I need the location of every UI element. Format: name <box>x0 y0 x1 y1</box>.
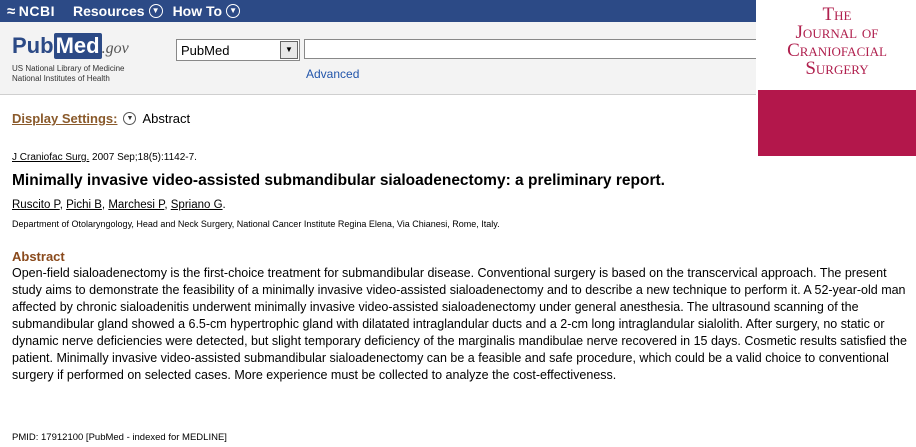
logo-pub-text: Pub <box>12 33 54 58</box>
journal-logo-line: Surgery <box>805 58 869 79</box>
nlm-subtitle <box>12 64 125 84</box>
display-settings-value: Abstract <box>142 111 191 126</box>
author-list: Ruscito P, Pichi B, Marchesi P, Spriano G. <box>12 199 226 211</box>
dropdown-arrow-icon[interactable]: ▼ <box>280 41 298 59</box>
journal-logo-line: The <box>822 4 852 25</box>
database-select-value: PubMed <box>181 42 230 58</box>
logo-gov-text: .gov <box>101 40 129 57</box>
ncbi-helix-icon: ≈ <box>7 2 16 20</box>
nih-line: National Institutes of Health <box>12 74 110 83</box>
abstract-text: Open-field sialoadenectomy is the first-choice treatment for submandibular disease. Conventional surgery is based on the transcervical approach. The present study aims to demonstrate the feasibility of a minimally invasive video-assisted sialoadenectomy and to describe a new technique to perform it. A 52-year-old man affected by chronic sialoadenitis underwent minimally invasive video-assisted sialoadenectomy under general anesthesia. The ultrasound scanning of the submandibular gland showed a 6.5-cm hypertrophic gland with dilatated intraglandular ducts and a 2-cm long intraglandular sialolith. After surgery, no static or dynamic nerve deficiencies were detected, but slight temporary deficiency of the marginalis mandibulae nerve recovered in 15 days. Cosmetic results satisfied the patient. Minimally invasive video-assisted submandibular sialoadenectomy can be a feasible and safe procedure, which could be a valid choice to conventional surgery if performed on selected cases. More experience must be collected to analyze the cost-effectiveness. <box>12 266 907 382</box>
chevron-down-icon: ▼ <box>149 4 163 18</box>
display-settings <box>12 111 190 126</box>
article-title: Minimally invasive video-assisted submandibular sialoadenectomy: a preliminary report. <box>12 172 665 189</box>
menu-how-to[interactable] <box>173 3 241 19</box>
advanced-search-link[interactable]: Advanced <box>306 67 360 81</box>
display-settings-link[interactable]: Display Settings: <box>12 111 118 126</box>
journal-link[interactable]: J Craniofac Surg. <box>12 152 90 163</box>
pubmed-logo[interactable] <box>12 33 129 59</box>
nlm-line: US National Library of Medicine <box>12 64 125 73</box>
ncbi-brand: NCBI <box>18 3 55 19</box>
menu-how-to-label: How To <box>172 3 223 19</box>
search-input[interactable] <box>304 39 756 59</box>
pubmed-header <box>0 22 756 95</box>
database-select[interactable] <box>176 39 300 61</box>
abstract-heading: Abstract <box>12 249 65 264</box>
ncbi-logo[interactable] <box>7 3 55 20</box>
logo-med-text: Med <box>55 33 100 58</box>
author-link[interactable]: Ruscito P <box>12 199 60 211</box>
menu-resources[interactable] <box>73 3 163 19</box>
author-link[interactable]: Spriano G <box>170 199 223 211</box>
citation-details: 2007 Sep;18(5):1142-7. <box>89 152 197 163</box>
citation <box>12 152 197 163</box>
affiliation: Department of Otolaryngology, Head and Neck Surgery, National Cancer Institute Regina Elena, Via Chianesi, Rome, Italy. <box>12 219 500 229</box>
journal-logo-line: Craniofacial <box>787 40 887 61</box>
journal-logo-line: Journal of <box>795 22 879 43</box>
menu-resources-label: Resources <box>72 3 145 19</box>
ncbi-top-bar <box>0 0 756 22</box>
journal-logo <box>758 0 916 90</box>
chevron-down-icon: ▼ <box>226 4 240 18</box>
pmid-line: PMID: 17912100 [PubMed - indexed for MEDLINE] <box>12 432 227 443</box>
chevron-down-icon[interactable]: ▼ <box>123 112 136 125</box>
author-link[interactable]: Marchesi P <box>108 199 165 211</box>
author-link[interactable]: Pichi B <box>66 199 102 211</box>
journal-color-band <box>758 90 916 156</box>
